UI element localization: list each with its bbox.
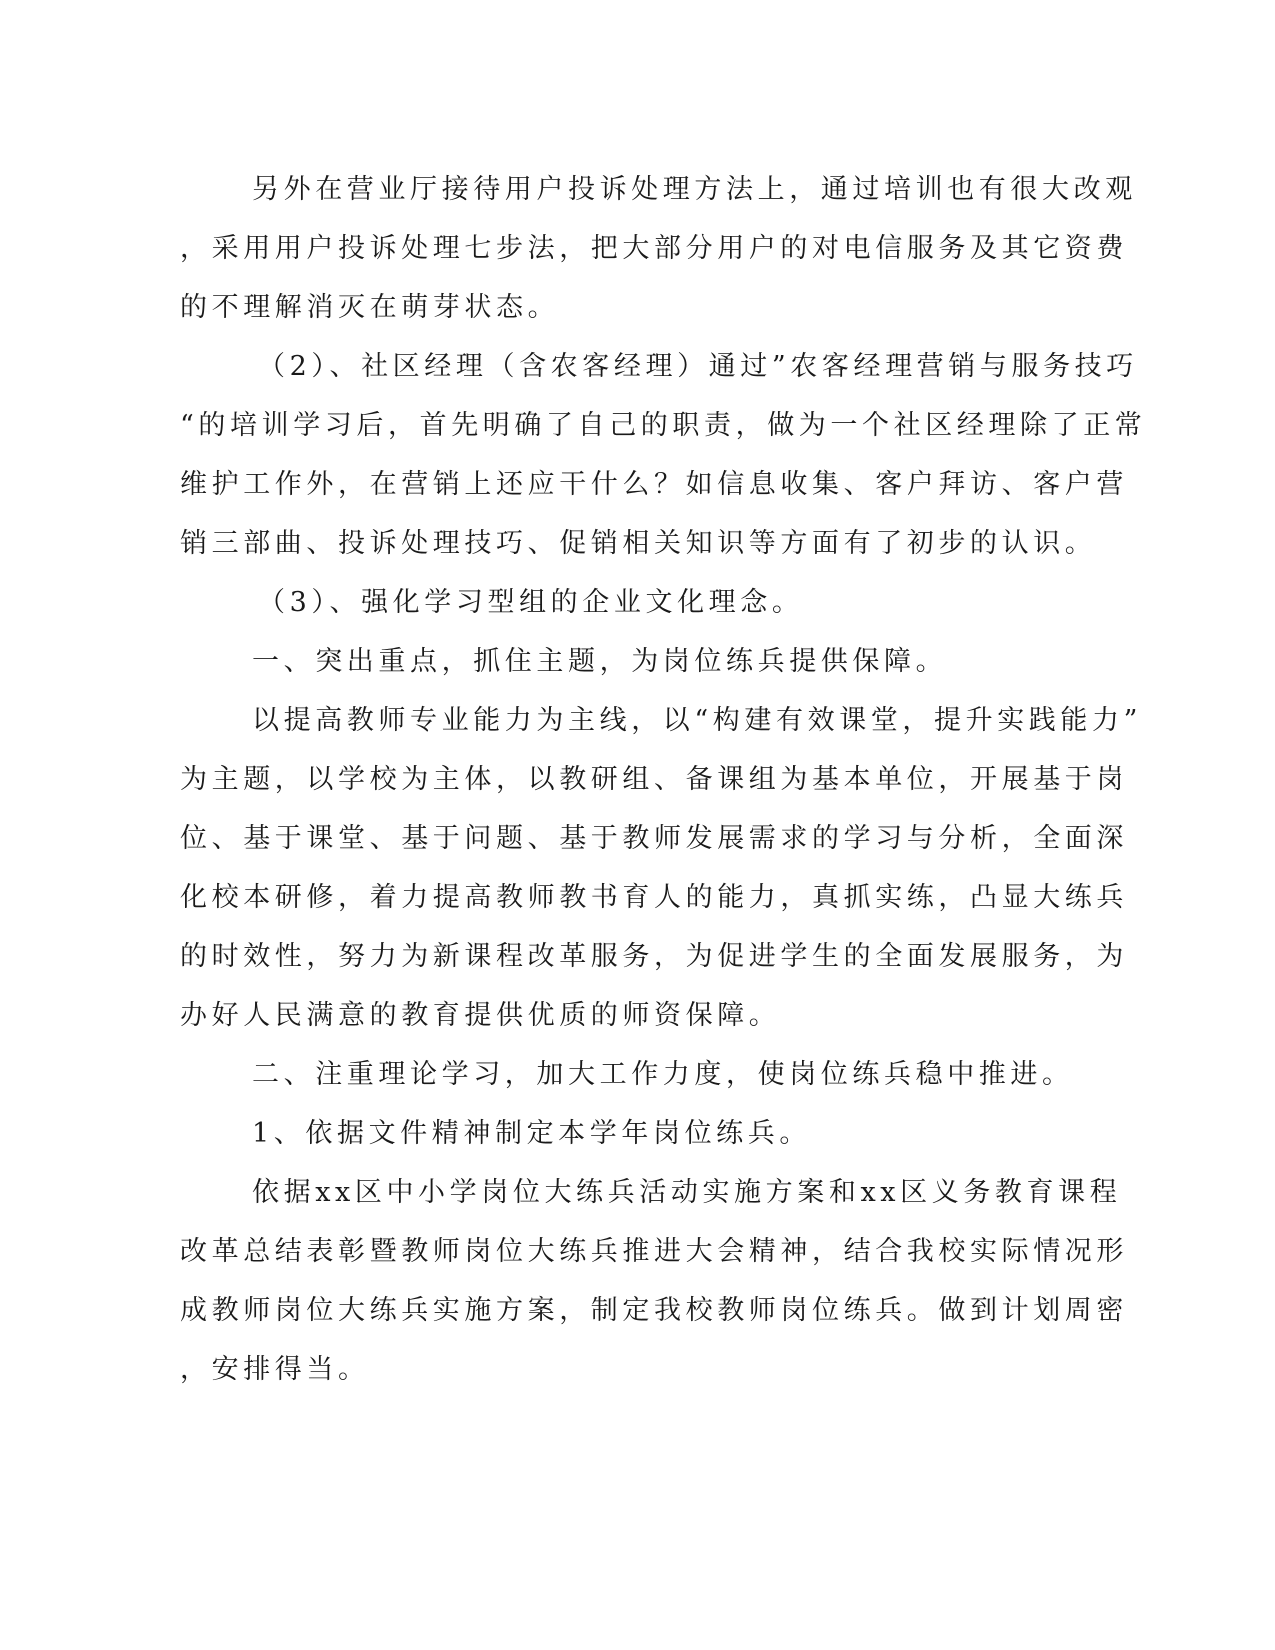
paragraph-line: 的时效性，努力为新课程改革服务，为促进学生的全面发展服务，为 [180,941,1128,972]
paragraph-line: 维护工作外，在营销上还应干什么？如信息收集、客户拜访、客户营 [180,469,1128,500]
paragraph-line: （3）、强化学习型组的企业文化理念。 [258,587,804,618]
document-body [180,160,1147,1399]
paragraph-line: 销三部曲、投诉处理技巧、促销相关知识等方面有了初步的认识。 [180,528,1097,559]
paragraph-line: 成教师岗位大练兵实施方案，制定我校教师岗位练兵。做到计划周密 [180,1295,1128,1326]
paragraph-line: 另外在营业厅接待用户投诉处理方法上，通过培训也有很大改观 [252,174,1137,205]
paragraph-line: 的不理解消灭在萌芽状态。 [180,292,560,323]
paragraph-line: 以提高教师专业能力为主线，以“构建有效课堂，提升实践能力” [252,705,1143,736]
paragraph-line: ，安排得当。 [180,1354,370,1385]
subsection-heading: 1、依据文件精神制定本学年岗位练兵。 [252,1118,811,1149]
section-heading-1: 一、突出重点，抓住主题，为岗位练兵提供保障。 [252,646,948,677]
paragraph-line: 为主题，以学校为主体，以教研组、备课组为基本单位，开展基于岗 [180,764,1128,795]
paragraph-line: 改革总结表彰暨教师岗位大练兵推进大会精神，结合我校实际情况形 [180,1236,1128,1267]
paragraph-line: 化校本研修，着力提高教师教书育人的能力，真抓实练，凸显大练兵 [180,882,1128,913]
paragraph-line: 位、基于课堂、基于问题、基于教师发展需求的学习与分析，全面深 [180,823,1128,854]
paragraph-line: 依据xx区中小学岗位大练兵活动实施方案和xx区义务教育课程 [252,1177,1122,1208]
paragraph-line: ，采用用户投诉处理七步法，把大部分用户的对电信服务及其它资费 [180,233,1128,264]
paragraph-line: “的培训学习后，首先明确了自己的职责，做为一个社区经理除了正常 [180,410,1147,441]
paragraph-line: （2）、社区经理（含农客经理）通过”农客经理营销与服务技巧 [258,351,1138,382]
section-heading-2: 二、注重理论学习，加大工作力度，使岗位练兵稳中推进。 [252,1059,1074,1090]
paragraph-line: 办好人民满意的教育提供优质的师资保障。 [180,1000,781,1031]
